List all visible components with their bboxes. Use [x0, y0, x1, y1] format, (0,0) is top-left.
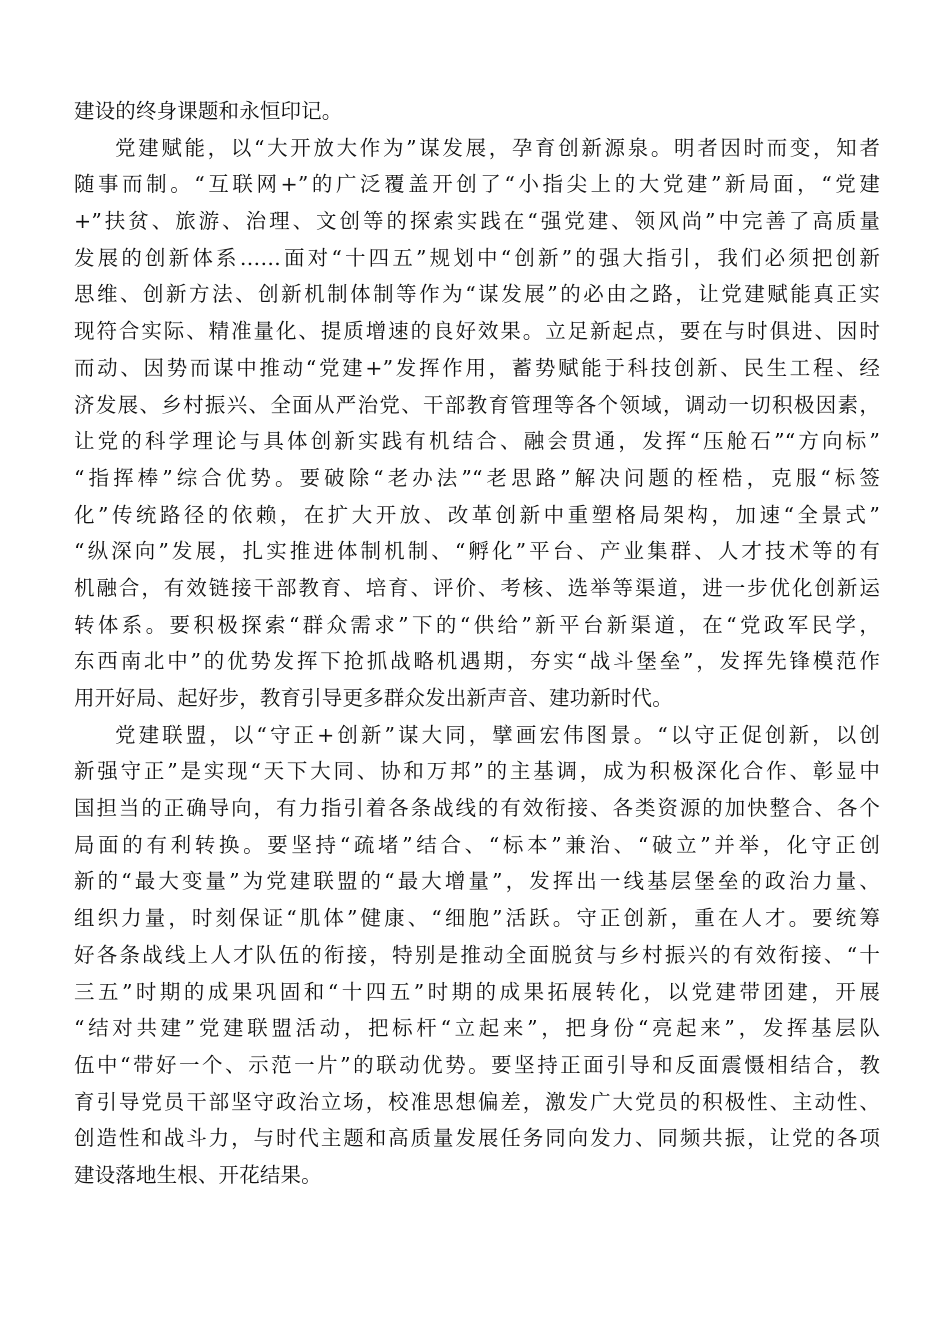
text-line: 让党的科学理论与具体创新实践有机结合、融会贯通，发挥“压舱石”“方向标”: [74, 429, 880, 454]
text-line: 发展的创新体系……面对“十四五”规划中“创新”的强大指引，我们必须把创新: [74, 245, 880, 270]
text-line: 党建联盟，以“守正+创新”谋大同，擘画宏伟图景。“以守正促创新，以创: [115, 722, 880, 747]
text-line: 新强守正”是实现“天下大同、协和万邦”的主基调，成为积极深化合作、彰显中: [74, 759, 880, 784]
text-line: 组织力量，时刻保证“肌体”健康、“细胞”活跃。守正创新，重在人才。要统筹: [74, 906, 880, 931]
text-line: “纵深向”发展，扎实推进体制机制、“孵化”平台、产业集群、人才技术等的有: [74, 539, 880, 564]
text-line: 用开好局、起好步，教育引导更多群众发出新声音、建功新时代。: [74, 686, 673, 710]
paragraph-continuation: [74, 93, 880, 130]
text-line: 思维、创新方法、创新机制体制等作为“谋发展”的必由之路，让党建赋能真正实: [74, 282, 880, 307]
document-body: [74, 93, 880, 1194]
text-line: 现符合实际、精准量化、提质增速的良好效果。立足新起点，要在与时俱进、因时: [74, 319, 880, 344]
text-line: 创造性和战斗力，与时代主题和高质量发展任务同向发力、同频共振，让党的各项: [74, 1126, 880, 1151]
paragraph-party-empowerment: [74, 130, 880, 717]
text-line: “结对共建”党建联盟活动，把标杆“立起来”，把身份“亮起来”，发挥基层队: [74, 1016, 880, 1041]
text-line: 随事而制。“互联网+”的广泛覆盖开创了“小指尖上的大党建”新局面，“党建: [74, 172, 880, 197]
text-line: 好各条战线上人才队伍的衔接，特别是推动全面脱贫与乡村振兴的有效衔接、“十: [74, 942, 880, 967]
text-line: 建设落地生根、开花结果。: [74, 1162, 322, 1187]
text-line: 机融合，有效链接干部教育、培育、评价、考核、选举等渠道，进一步优化创新运: [74, 575, 880, 600]
text-line: 国担当的正确导向，有力指引着各条战线的有效衔接、各类资源的加快整合、各个: [74, 796, 880, 821]
text-line: 党建赋能，以“大开放大作为”谋发展，孕育创新源泉。明者因时而变，知者: [115, 135, 880, 160]
text-line: 转体系。要积极探索“群众需求”下的“供给”新平台新渠道，在“党政军民学，: [74, 612, 880, 637]
text-line: 济发展、乡村振兴、全面从严治党、干部教育管理等各个领域，调动一切积极因素，: [74, 392, 880, 417]
paragraph-party-alliance: [74, 717, 880, 1194]
text-line: 东西南北中”的优势发挥下抢抓战略机遇期，夯实“战斗堡垒”，发挥先锋模范作: [74, 649, 880, 674]
text-line: 化”传统路径的依赖，在扩大开放、改革创新中重塑格局架构，加速“全景式”: [74, 502, 880, 527]
text-line: +”扶贫、旅游、治理、文创等的探索实践在“强党建、领风尚”中完善了高质量: [74, 209, 880, 234]
text-line: 伍中“带好一个、示范一片”的联动优势。要坚持正面引导和反面震慑相结合，教: [74, 1052, 880, 1077]
text-line: “指挥棒”综合优势。要破除“老办法”“老思路”解决问题的桎梏，克服“标签: [74, 465, 880, 490]
text-line: 局面的有利转换。要坚持“疏堵”结合、“标本”兼治、“破立”并举，化守正创: [74, 832, 880, 857]
text-line: 育引导党员干部坚守政治立场，校准思想偏差，激发广大党员的积极性、主动性、: [74, 1089, 880, 1114]
text-line: 建设的终身课题和永恒印记。: [74, 99, 343, 123]
text-line: 三五”时期的成果巩固和“十四五”时期的成果拓展转化，以党建带团建，开展: [74, 979, 880, 1004]
text-line: 新的“最大变量”为党建联盟的“最大增量”，发挥出一线基层堡垒的政治力量、: [74, 869, 880, 894]
text-line: 而动、因势而谋中推动“党建+”发挥作用，蓄势赋能于科技创新、民生工程、经: [74, 355, 880, 380]
